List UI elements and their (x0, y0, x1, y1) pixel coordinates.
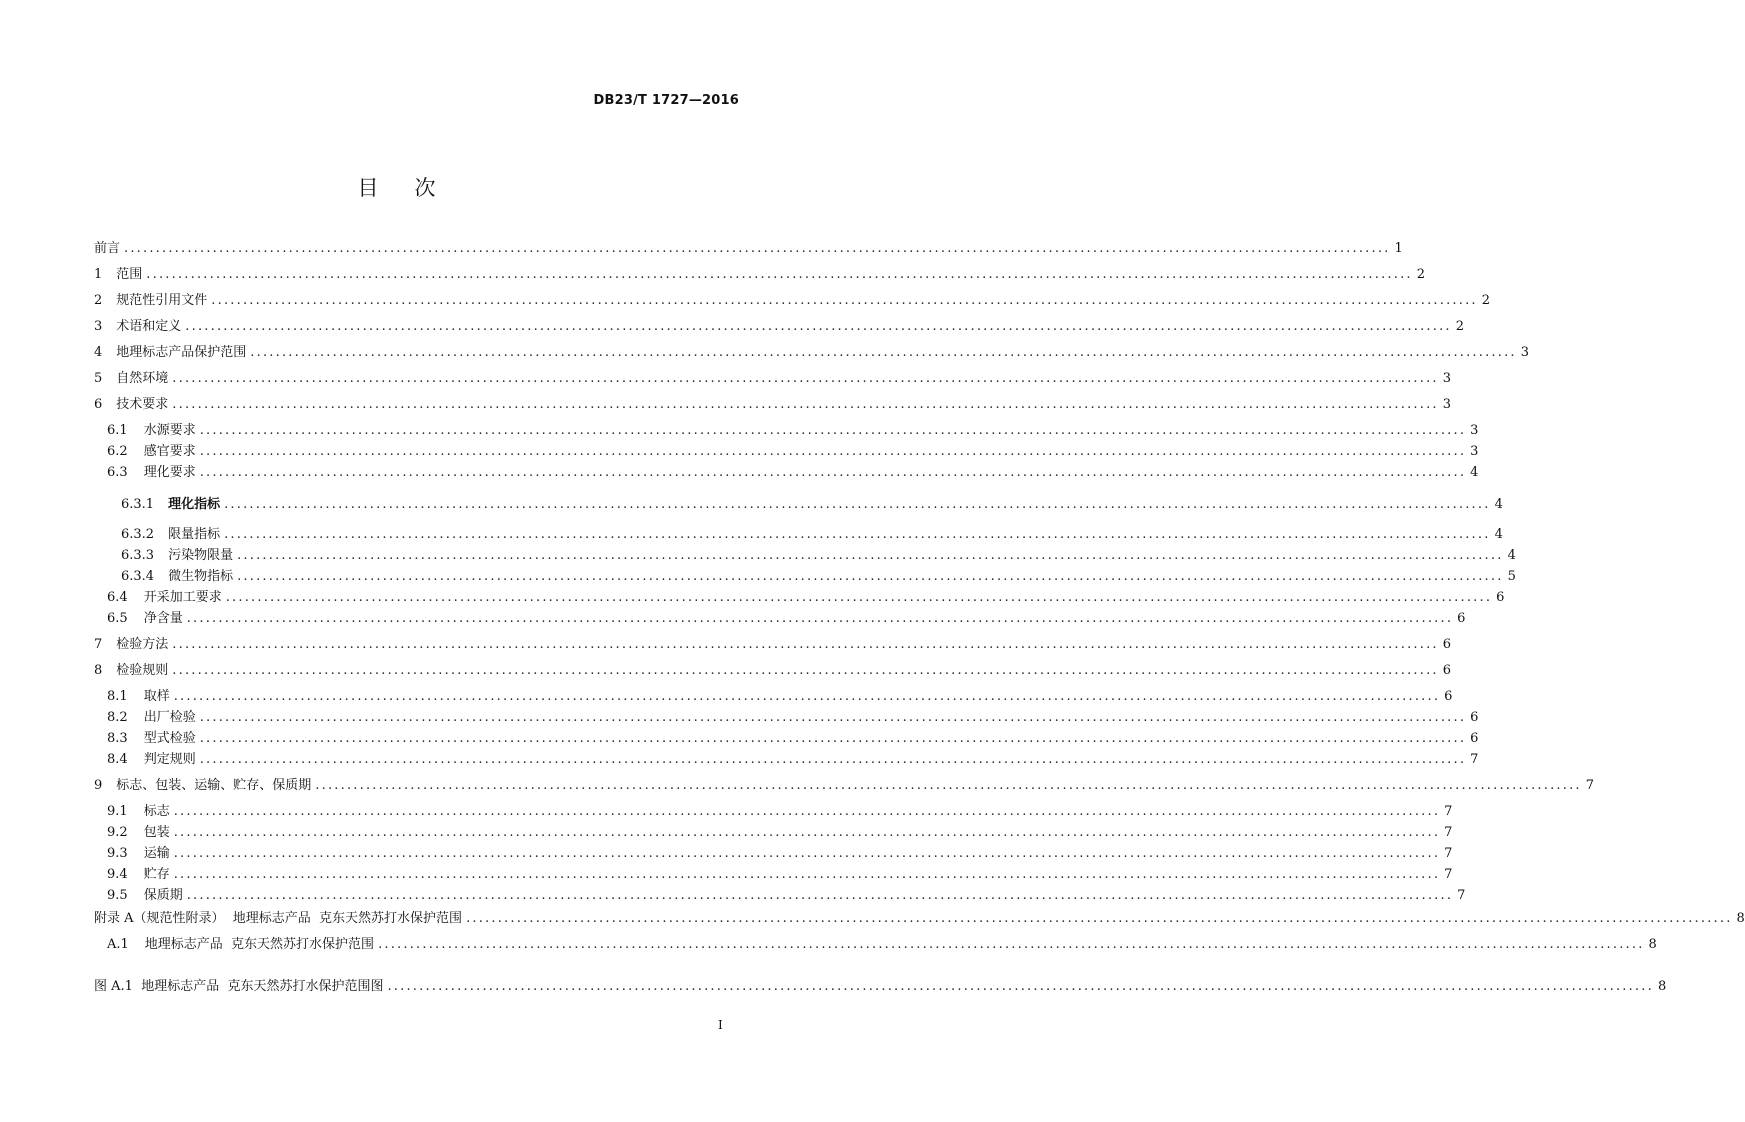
toc-entry-number: 9.4 (107, 867, 128, 882)
toc-entry[interactable] (107, 610, 1466, 628)
toc-entry-page: 7 (1444, 804, 1453, 819)
toc-entry-label (107, 845, 170, 863)
toc-entry-page: 2 (1416, 267, 1426, 282)
toc-leader-dots: ........................................................................................................................................................................................................ (378, 937, 1645, 952)
toc-entry-label (107, 751, 196, 769)
toc-entry-page: 3 (1470, 423, 1479, 438)
toc-entry-label (94, 370, 168, 388)
toc-leader-dots: ........................................................................................................................................................................................................ (124, 241, 1391, 256)
toc-entry-label (121, 496, 220, 514)
toc-entry-title: 保质期 (143, 888, 183, 903)
toc-entry-page: 8 (1736, 911, 1745, 926)
toc-entry[interactable] (121, 547, 1516, 565)
toc-entry-title: 包装 (143, 825, 170, 840)
toc-entry-page: 5 (1507, 569, 1516, 584)
toc-entry[interactable] (107, 751, 1479, 769)
toc-leader-dots: ........................................................................................................................................................................................................ (199, 710, 1467, 725)
toc-entry-label (94, 396, 168, 414)
toc-leader-dots: ........................................................................................................................................................................................................ (173, 804, 1441, 819)
page-number: I (718, 1018, 723, 1032)
toc-entry-number: 6.3.1 (121, 497, 155, 512)
toc-entry-title: 自然环境 (116, 371, 169, 386)
toc-entry-label (94, 978, 383, 996)
toc-entry-page: 3 (1442, 397, 1452, 412)
toc-entry-label (107, 936, 374, 954)
toc-leader-dots: ........................................................................................................................................................................................................ (224, 497, 1491, 512)
toc-entry[interactable] (107, 709, 1479, 727)
toc-entry-page: 7 (1444, 867, 1453, 882)
toc-leader-dots: ........................................................................................................................................................................................................ (172, 397, 1439, 412)
toc-entry-page: 4 (1494, 497, 1503, 512)
toc-entry-title: 地理标志产品保护范围 (116, 345, 247, 360)
toc-entry-page: 3 (1520, 345, 1530, 360)
toc-entry-label (107, 589, 222, 607)
toc-entry-page: 2 (1481, 293, 1491, 308)
toc-entry-number: A.1 (107, 937, 129, 952)
toc-leader-dots: ........................................................................................................................................................................................................ (172, 637, 1439, 652)
toc-entry-label (107, 443, 196, 461)
toc-entry-page: 4 (1507, 548, 1516, 563)
toc-leader-dots: ........................................................................................................................................................................................................ (211, 293, 1478, 308)
toc-entry-label (107, 824, 170, 842)
toc-entry[interactable] (121, 526, 1503, 544)
toc-entry-title: 图 A.1 地理标志产品 克东天然苏打水保护范围图 (94, 979, 384, 994)
toc-entry-title: 水源要求 (143, 423, 196, 438)
toc-entry-label (107, 887, 183, 905)
toc-entry-number: 3 (94, 319, 103, 334)
toc-entry[interactable] (107, 422, 1479, 440)
toc-leader-dots: ........................................................................................................................................................................................................ (186, 611, 1454, 626)
toc-entry-title: 微生物指标 (168, 569, 234, 584)
toc-entry-title: 技术要求 (116, 397, 169, 412)
toc-leader-dots: ........................................................................................................................................................................................................ (466, 911, 1733, 926)
toc-entry-title: 净含量 (143, 611, 183, 626)
toc-leader-dots: ........................................................................................................................................................................................................ (146, 267, 1413, 282)
toc-leader-dots: ........................................................................................................................................................................................................ (315, 778, 1582, 793)
toc-leader-dots: ........................................................................................................................................................................................................ (199, 731, 1467, 746)
toc-leader-dots: ........................................................................................................................................................................................................ (173, 846, 1441, 861)
toc-entry[interactable] (94, 396, 1452, 414)
toc-entry-page: 2 (1455, 319, 1465, 334)
toc-leader-dots: ........................................................................................................................................................................................................ (173, 689, 1441, 704)
toc-entry-number: 8.4 (107, 752, 128, 767)
toc-entry-number: 7 (94, 637, 103, 652)
toc-leader-dots: ........................................................................................................................................................................................................ (173, 825, 1441, 840)
toc-entry[interactable] (107, 589, 1505, 607)
toc-leader-dots: ........................................................................................................................................................................................................ (237, 548, 1504, 563)
toc-entry-page: 4 (1494, 527, 1503, 542)
toc-entry[interactable] (94, 662, 1452, 680)
toc-leader-dots: ........................................................................................................................................................................................................ (199, 423, 1467, 438)
toc-entry-title: 理化指标 (168, 497, 221, 512)
toc-entry-page: 6 (1496, 590, 1505, 605)
toc-entry-label (94, 344, 246, 362)
toc-entry-number: 6 (94, 397, 103, 412)
toc-entry[interactable] (94, 910, 1745, 928)
toc-entry-page: 6 (1444, 689, 1453, 704)
toc-entry-label (94, 292, 207, 310)
toc-entry-number: 6.1 (107, 423, 128, 438)
toc-entry-page: 1 (1394, 241, 1403, 256)
toc-entry-title: 开采加工要求 (143, 590, 222, 605)
toc-entry-number: 2 (94, 293, 103, 308)
toc-entry[interactable] (107, 730, 1479, 748)
toc-entry-title: 检验方法 (116, 637, 169, 652)
toc-entry-page: 6 (1470, 710, 1479, 725)
toc-entry-page: 7 (1470, 752, 1479, 767)
toc-leader-dots: ........................................................................................................................................................................................................ (224, 527, 1491, 542)
toc-leader-dots: ........................................................................................................................................................................................................ (199, 752, 1467, 767)
toc-leader-dots: ........................................................................................................................................................................................................ (186, 888, 1454, 903)
toc-entry-number: 6.3.4 (121, 569, 155, 584)
toc-entry-page: 6 (1442, 663, 1452, 678)
toc-entry[interactable] (121, 496, 1503, 514)
toc-entry-number: 6.5 (107, 611, 128, 626)
toc-entry[interactable] (107, 845, 1453, 863)
toc-entry[interactable] (94, 978, 1667, 996)
toc-entry-title: 型式检验 (143, 731, 196, 746)
toc-entry[interactable] (107, 464, 1479, 482)
toc-entry-page: 4 (1470, 465, 1479, 480)
toc-entry[interactable] (107, 824, 1453, 842)
toc-leader-dots: ........................................................................................................................................................................................................ (173, 867, 1441, 882)
toc-entry[interactable] (94, 292, 1491, 310)
toc-entry[interactable] (94, 344, 1530, 362)
toc-entry[interactable] (107, 443, 1479, 461)
toc-entry-number: 8.2 (107, 710, 128, 725)
toc-entry-title: 前言 (94, 241, 121, 256)
toc-entry-number: 6.2 (107, 444, 128, 459)
page-title: 目次 (357, 176, 472, 200)
toc-entry-label (94, 636, 168, 654)
toc-entry-label (107, 730, 196, 748)
toc-leader-dots: ........................................................................................................................................................................................................ (185, 319, 1452, 334)
toc-entry-title: 理化要求 (143, 465, 196, 480)
toc-entry[interactable] (107, 866, 1453, 884)
toc-entry-label (107, 422, 196, 440)
toc-entry-title: 取样 (143, 689, 170, 704)
toc-entry-label (107, 803, 170, 821)
toc-entry-number: 4 (94, 345, 103, 360)
toc-entry-label (94, 662, 168, 680)
toc-leader-dots: ........................................................................................................................................................................................................ (225, 590, 1493, 605)
toc-entry-label (107, 464, 196, 482)
toc-entry-label (107, 709, 196, 727)
toc-entry-number: 8 (94, 663, 103, 678)
toc-entry-title: 范围 (116, 267, 143, 282)
toc-entry[interactable] (94, 266, 1426, 284)
toc-entry-title: 术语和定义 (116, 319, 182, 334)
toc-entry-title: 检验规则 (116, 663, 169, 678)
toc-entry-number: 8.1 (107, 689, 128, 704)
document-code: DB23/T 1727—2016 (593, 93, 739, 108)
toc-entry-number: 6.3 (107, 465, 128, 480)
toc-entry-label (121, 526, 220, 544)
toc-entry-page: 8 (1657, 979, 1667, 994)
toc-entry-title: 限量指标 (168, 527, 221, 542)
toc-entry[interactable] (94, 370, 1452, 388)
toc-leader-dots: ........................................................................................................................................................................................................ (172, 663, 1439, 678)
toc-entry[interactable] (107, 936, 1657, 954)
toc-leader-dots: ........................................................................................................................................................................................................ (237, 569, 1504, 584)
toc-entry-label (94, 318, 181, 336)
toc-entry-label (94, 910, 462, 928)
toc-entry-number: 8.3 (107, 731, 128, 746)
toc-leader-dots: ........................................................................................................................................................................................................ (250, 345, 1517, 360)
toc-entry-number: 9 (94, 778, 103, 793)
toc-entry[interactable] (94, 240, 1403, 258)
toc-entry-title: 感官要求 (143, 444, 196, 459)
toc-entry-page: 6 (1442, 637, 1452, 652)
toc-entry-label (94, 240, 120, 258)
toc-entry-number: 6.3.3 (121, 548, 155, 563)
toc-entry-number: 9.3 (107, 846, 128, 861)
toc-entry-page: 6 (1470, 731, 1479, 746)
toc-entry-label (107, 688, 170, 706)
toc-entry-page: 7 (1444, 846, 1453, 861)
toc-entry[interactable] (94, 777, 1595, 795)
toc-entry-number: 1 (94, 267, 103, 282)
toc-entry-label (94, 777, 311, 795)
toc-entry-number: 6.4 (107, 590, 128, 605)
toc-entry-number: 9.1 (107, 804, 128, 819)
toc-entry-label (94, 266, 142, 284)
toc-entry-page: 3 (1442, 371, 1452, 386)
toc-entry-page: 7 (1457, 888, 1466, 903)
toc-entry[interactable] (107, 887, 1466, 905)
toc-entry-page: 8 (1648, 937, 1657, 952)
toc-entry[interactable] (94, 636, 1452, 654)
toc-entry-number: 9.2 (107, 825, 128, 840)
toc-entry[interactable] (107, 688, 1453, 706)
toc-entry-label (121, 568, 233, 586)
toc-entry-title: 附录 A（规范性附录） 地理标志产品 克东天然苏打水保护范围 (94, 911, 463, 926)
toc-entry[interactable] (121, 568, 1516, 586)
toc-entry-title: 污染物限量 (168, 548, 234, 563)
toc-entry-page: 7 (1585, 778, 1595, 793)
toc-leader-dots: ........................................................................................................................................................................................................ (199, 444, 1467, 459)
toc-entry-page: 7 (1444, 825, 1453, 840)
toc-entry-label (107, 866, 170, 884)
toc-entry-title: 标志 (143, 804, 170, 819)
toc-entry-number: 6.3.2 (121, 527, 155, 542)
toc-entry-title: 运输 (143, 846, 170, 861)
toc-entry[interactable] (107, 803, 1453, 821)
toc-entry-title: 判定规则 (143, 752, 196, 767)
toc-entry-label (121, 547, 233, 565)
toc-leader-dots: ........................................................................................................................................................................................................ (387, 979, 1654, 994)
toc-entry-title: 地理标志产品 克东天然苏打水保护范围 (144, 937, 375, 952)
toc-entry-title: 标志、包装、运输、贮存、保质期 (116, 778, 312, 793)
toc-entry-number: 9.5 (107, 888, 128, 903)
toc-leader-dots: ........................................................................................................................................................................................................ (172, 371, 1439, 386)
toc-entry-page: 6 (1457, 611, 1466, 626)
toc-entry-number: 5 (94, 371, 103, 386)
toc-entry[interactable] (94, 318, 1465, 336)
toc-entry-title: 规范性引用文件 (116, 293, 208, 308)
toc-entry-title: 出厂检验 (143, 710, 196, 725)
toc-leader-dots: ........................................................................................................................................................................................................ (199, 465, 1467, 480)
toc-entry-page: 3 (1470, 444, 1479, 459)
toc-entry-label (107, 610, 183, 628)
toc-entry-title: 贮存 (143, 867, 170, 882)
